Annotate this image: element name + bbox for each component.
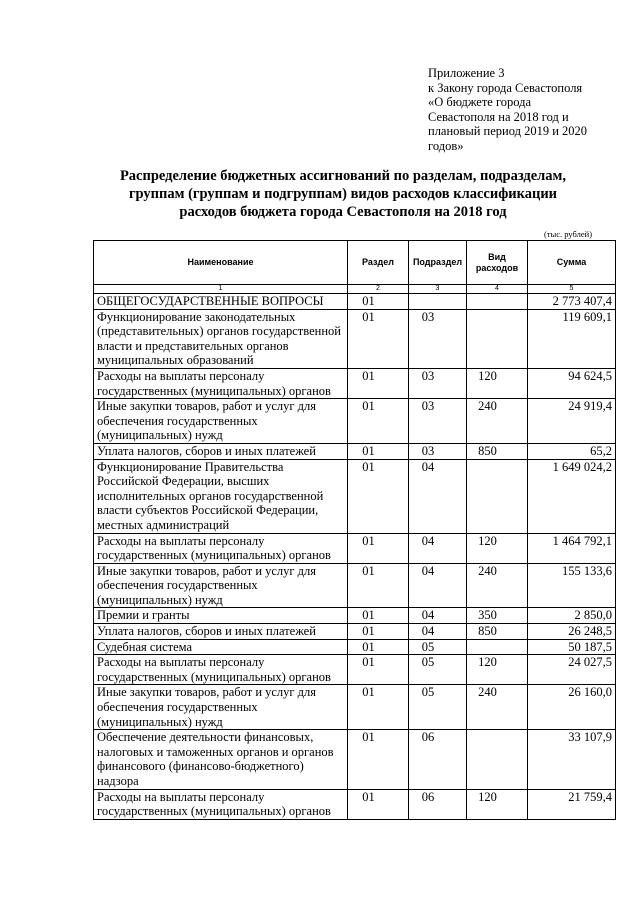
cell-subsection: 04 bbox=[409, 563, 467, 608]
cell-expense-type: 120 bbox=[467, 655, 528, 685]
cell-sum: 65,2 bbox=[528, 443, 616, 459]
cell-expense-type bbox=[467, 459, 528, 533]
cell-expense-type bbox=[467, 294, 528, 310]
cell-name: Иные закупки товаров, работ и услуг для обеспечения государственных (муниципальных) нужд bbox=[94, 399, 348, 444]
cell-subsection: 03 bbox=[409, 443, 467, 459]
cell-name: Расходы на выплаты персоналу государственных (муниципальных) органов bbox=[94, 655, 348, 685]
cell-sum: 26 160,0 bbox=[528, 685, 616, 730]
cell-subsection: 04 bbox=[409, 608, 467, 624]
cell-sum: 24 919,4 bbox=[528, 399, 616, 444]
cell-subsection: 05 bbox=[409, 655, 467, 685]
cell-sum: 94 624,5 bbox=[528, 368, 616, 398]
appendix-line: плановый период 2019 и 2020 bbox=[428, 124, 588, 139]
cell-subsection: 03 bbox=[409, 368, 467, 398]
cell-sum: 2 850,0 bbox=[528, 608, 616, 624]
cell-sum: 24 027,5 bbox=[528, 655, 616, 685]
appendix-note bbox=[428, 66, 628, 154]
table-row bbox=[94, 685, 616, 730]
table-row bbox=[94, 533, 616, 563]
cell-name: Уплата налогов, сборов и иных платежей bbox=[94, 443, 348, 459]
column-number: 2 bbox=[348, 285, 409, 294]
cell-name: Расходы на выплаты персоналу государственных (муниципальных) органов bbox=[94, 368, 348, 398]
header-subsection: Подраздел bbox=[409, 241, 467, 285]
cell-name: Расходы на выплаты персоналу государственных (муниципальных) органов bbox=[94, 789, 348, 819]
cell-section: 01 bbox=[348, 789, 409, 819]
cell-section: 01 bbox=[348, 459, 409, 533]
cell-section: 01 bbox=[348, 655, 409, 685]
cell-sum: 21 759,4 bbox=[528, 789, 616, 819]
table-row bbox=[94, 459, 616, 533]
cell-subsection: 05 bbox=[409, 685, 467, 730]
table-row bbox=[94, 294, 616, 310]
header-expense-type-line2: расходов bbox=[475, 262, 519, 273]
cell-expense-type: 240 bbox=[467, 399, 528, 444]
cell-section: 01 bbox=[348, 294, 409, 310]
column-number: 4 bbox=[467, 285, 528, 294]
cell-name: Обеспечение деятельности финансовых, налоговых и таможенных органов и органов финансового (финансово-бюджетного) надзора bbox=[94, 730, 348, 789]
cell-sum: 50 187,5 bbox=[528, 639, 616, 655]
cell-section: 01 bbox=[348, 608, 409, 624]
cell-sum: 33 107,9 bbox=[528, 730, 616, 789]
table-row bbox=[94, 639, 616, 655]
cell-name: Судебная система bbox=[94, 639, 348, 655]
units-note: (тыс. рублей) bbox=[544, 229, 593, 239]
cell-expense-type bbox=[467, 309, 528, 368]
cell-section: 01 bbox=[348, 730, 409, 789]
cell-subsection: 04 bbox=[409, 533, 467, 563]
cell-sum: 155 133,6 bbox=[528, 563, 616, 608]
cell-expense-type bbox=[467, 730, 528, 789]
table-row bbox=[94, 789, 616, 819]
cell-subsection: 04 bbox=[409, 459, 467, 533]
appendix-line: годов» bbox=[428, 138, 464, 153]
column-number-row bbox=[94, 285, 616, 294]
cell-name: Иные закупки товаров, работ и услуг для обеспечения государственных (муниципальных) нужд bbox=[94, 685, 348, 730]
cell-section: 01 bbox=[348, 639, 409, 655]
cell-sum: 26 248,5 bbox=[528, 624, 616, 640]
cell-section: 01 bbox=[348, 624, 409, 640]
header-section: Раздел bbox=[348, 241, 409, 285]
cell-sum: 2 773 407,4 bbox=[528, 294, 616, 310]
cell-subsection: 06 bbox=[409, 730, 467, 789]
cell-expense-type: 120 bbox=[467, 533, 528, 563]
cell-section: 01 bbox=[348, 399, 409, 444]
cell-section: 01 bbox=[348, 533, 409, 563]
title-line: расходов бюджета города Севастополя на 2018 год bbox=[179, 204, 507, 220]
column-number: 3 bbox=[409, 285, 467, 294]
table-row bbox=[94, 368, 616, 398]
cell-expense-type: 120 bbox=[467, 368, 528, 398]
table-row bbox=[94, 655, 616, 685]
document-title bbox=[80, 167, 606, 221]
header-row bbox=[94, 241, 616, 285]
table-row bbox=[94, 309, 616, 368]
table-row bbox=[94, 399, 616, 444]
title-line: группам (группам и подгруппам) видов расходов классификации bbox=[128, 186, 558, 202]
cell-name: Премии и гранты bbox=[94, 608, 348, 624]
appendix-line: Приложение 3 bbox=[428, 66, 505, 80]
cell-sum: 1 649 024,2 bbox=[528, 459, 616, 533]
cell-expense-type: 350 bbox=[467, 608, 528, 624]
cell-expense-type: 850 bbox=[467, 624, 528, 640]
column-number: 1 bbox=[94, 285, 348, 294]
budget-table bbox=[93, 240, 616, 820]
cell-expense-type: 120 bbox=[467, 789, 528, 819]
cell-name: ОБЩЕГОСУДАРСТВЕННЫЕ ВОПРОСЫ bbox=[94, 294, 348, 310]
cell-expense-type: 850 bbox=[467, 443, 528, 459]
cell-subsection: 03 bbox=[409, 399, 467, 444]
appendix-line: Севастополя на 2018 год и bbox=[428, 109, 569, 124]
cell-expense-type: 240 bbox=[467, 685, 528, 730]
cell-section: 01 bbox=[348, 685, 409, 730]
cell-subsection: 04 bbox=[409, 624, 467, 640]
cell-name: Функционирование Правительства Российской Федерации, высших исполнительных органов государственной власти субъектов Российской Федерации, местных администраций bbox=[94, 459, 348, 533]
appendix-line: «О бюджете города bbox=[428, 95, 532, 110]
cell-expense-type bbox=[467, 639, 528, 655]
table-row bbox=[94, 624, 616, 640]
cell-name: Уплата налогов, сборов и иных платежей bbox=[94, 624, 348, 640]
column-number: 5 bbox=[528, 285, 616, 294]
cell-expense-type: 240 bbox=[467, 563, 528, 608]
cell-subsection bbox=[409, 294, 467, 310]
cell-name: Расходы на выплаты персоналу государственных (муниципальных) органов bbox=[94, 533, 348, 563]
cell-subsection: 05 bbox=[409, 639, 467, 655]
table-row bbox=[94, 443, 616, 459]
appendix-line: к Закону города Севастополя bbox=[428, 80, 583, 95]
header-sum: Сумма bbox=[528, 241, 616, 285]
table-row bbox=[94, 730, 616, 789]
cell-name: Иные закупки товаров, работ и услуг для обеспечения государственных (муниципальных) нужд bbox=[94, 563, 348, 608]
cell-sum: 1 464 792,1 bbox=[528, 533, 616, 563]
header-name: Наименование bbox=[94, 241, 348, 285]
cell-sum: 119 609,1 bbox=[528, 309, 616, 368]
cell-section: 01 bbox=[348, 563, 409, 608]
cell-section: 01 bbox=[348, 309, 409, 368]
cell-name: Функционирование законодательных (представительных) органов государственной власти и представительных органов муниципальных образований bbox=[94, 309, 348, 368]
cell-subsection: 03 bbox=[409, 309, 467, 368]
cell-section: 01 bbox=[348, 368, 409, 398]
header-expense-type-line1: Вид bbox=[488, 251, 506, 262]
table-row bbox=[94, 608, 616, 624]
title-line: Распределение бюджетных ассигнований по разделам, подразделам, bbox=[119, 168, 567, 184]
cell-subsection: 06 bbox=[409, 789, 467, 819]
cell-section: 01 bbox=[348, 443, 409, 459]
table-row bbox=[94, 563, 616, 608]
header-expense-type bbox=[467, 241, 528, 285]
